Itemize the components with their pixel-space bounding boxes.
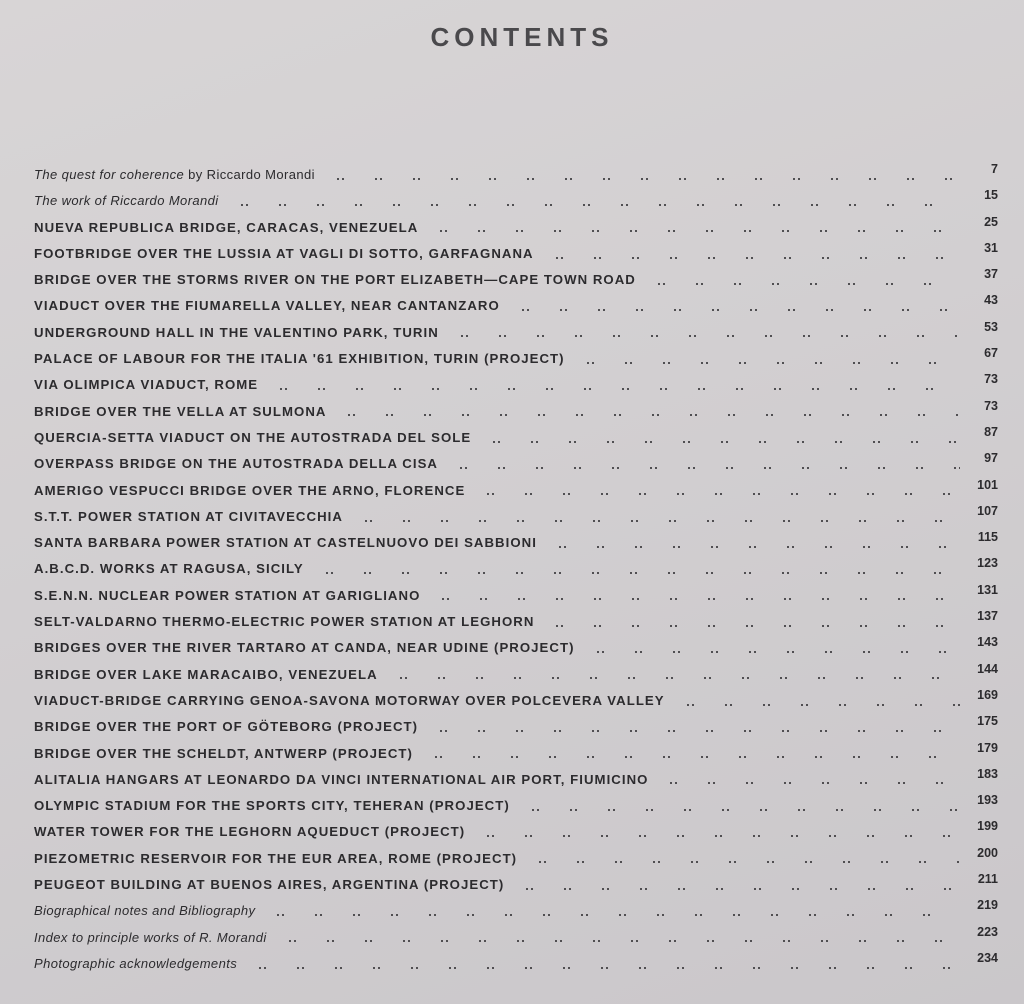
toc-entry-title-text: AMERIGO VESPUCCI BRIDGE OVER THE ARNO, FLORENCE bbox=[34, 482, 466, 498]
toc-entry-page-number: 101 bbox=[977, 477, 998, 492]
dot-leader bbox=[422, 726, 960, 736]
dot-leader bbox=[469, 831, 960, 841]
toc-entry-title bbox=[34, 346, 569, 372]
toc-entry-page-number: 73 bbox=[984, 372, 998, 387]
dot-leader bbox=[330, 410, 960, 420]
toc-entry-page-number: 137 bbox=[977, 609, 998, 624]
dot-leader bbox=[538, 621, 960, 631]
toc-entry-title-text: Biographical notes and Bibliography bbox=[34, 903, 256, 919]
toc-entry-page-number: 43 bbox=[984, 293, 998, 308]
dot-leader bbox=[652, 778, 960, 788]
toc-entry-page-number: 219 bbox=[977, 898, 998, 913]
dot-leader bbox=[271, 936, 960, 946]
dot-leader bbox=[259, 910, 960, 920]
toc-entry-title bbox=[34, 320, 443, 346]
toc-entry bbox=[0, 504, 1024, 530]
toc-entry-line bbox=[34, 478, 960, 504]
toc-entry-title-text: PIEZOMETRIC RESERVOIR FOR THE EUR AREA, ROME (PROJECT) bbox=[34, 850, 518, 866]
toc-entry-title-text: S.E.N.N. NUCLEAR POWER STATION AT GARIGLIANO bbox=[34, 587, 421, 603]
toc-entry-title bbox=[34, 662, 382, 688]
toc-entry bbox=[0, 162, 1024, 188]
dot-leader bbox=[347, 516, 960, 526]
dot-leader bbox=[504, 305, 960, 315]
toc-entry-page-number: 123 bbox=[977, 556, 998, 571]
toc-entry-title bbox=[34, 767, 652, 793]
toc-entry-title bbox=[34, 293, 504, 319]
toc-entry-title bbox=[34, 714, 422, 740]
toc-entry bbox=[0, 846, 1024, 872]
toc-entry bbox=[0, 925, 1024, 951]
toc-entry-page-number: 144 bbox=[977, 661, 998, 676]
toc-entry-title bbox=[34, 741, 417, 767]
toc-entry bbox=[0, 346, 1024, 372]
toc-entry-title-text: BRIDGES OVER THE RIVER TARTARO AT CANDA, NEAR UDINE (PROJECT) bbox=[34, 640, 575, 656]
dot-leader bbox=[569, 358, 960, 368]
toc-entry bbox=[0, 320, 1024, 346]
toc-entry-page-number: 199 bbox=[977, 819, 998, 834]
toc-entry-line bbox=[34, 320, 960, 346]
dot-leader bbox=[579, 647, 960, 657]
toc-entry-title-text: PEUGEOT BUILDING AT BUENOS AIRES, ARGENTINA (PROJECT) bbox=[34, 877, 505, 893]
toc-entry-title bbox=[34, 846, 521, 872]
toc-entry-title bbox=[34, 425, 475, 451]
toc-entry-title bbox=[34, 583, 424, 609]
toc-entry-title bbox=[34, 925, 271, 951]
dot-leader bbox=[442, 463, 960, 473]
toc-entry-line bbox=[34, 372, 960, 398]
toc-entry-title-text: SANTA BARBARA POWER STATION AT CASTELNUOVO DEI SABBIONI bbox=[34, 535, 537, 551]
toc-entry bbox=[0, 898, 1024, 924]
toc-entry bbox=[0, 793, 1024, 819]
toc-entry-title bbox=[34, 188, 223, 214]
toc-entry-page-number: 193 bbox=[977, 793, 998, 808]
dot-leader bbox=[521, 857, 960, 867]
toc-entry-line bbox=[34, 688, 960, 714]
toc-entry-line bbox=[34, 241, 960, 267]
dot-leader bbox=[514, 805, 960, 815]
toc-entry bbox=[0, 241, 1024, 267]
toc-entry-page-number: 183 bbox=[977, 766, 998, 781]
dot-leader bbox=[422, 226, 960, 236]
toc-entry-page-number: 143 bbox=[977, 635, 998, 650]
toc-entry-title bbox=[34, 556, 308, 582]
toc-entry bbox=[0, 741, 1024, 767]
toc-entry-page-number: 211 bbox=[977, 872, 998, 887]
toc-entry-line bbox=[34, 767, 960, 793]
toc-entry-title-text: The work of Riccardo Morandi bbox=[34, 193, 219, 209]
toc-entry-title-text: VIADUCT-BRIDGE CARRYING GENOA-SAVONA MOTORWAY OVER POLCEVERA VALLEY bbox=[34, 692, 665, 708]
toc-entry-page-number: 25 bbox=[984, 214, 998, 229]
toc-entry-line bbox=[34, 215, 960, 241]
toc-entry-title-text: UNDERGROUND HALL IN THE VALENTINO PARK, TURIN bbox=[34, 324, 439, 340]
toc-entry-title bbox=[34, 609, 538, 635]
toc-entry-page-number: 223 bbox=[977, 924, 998, 939]
toc-entry-line bbox=[34, 714, 960, 740]
dot-leader bbox=[319, 174, 960, 184]
toc-entry-page-number: 179 bbox=[977, 740, 998, 755]
toc-entry-title-text: Index to principle works of R. Morandi bbox=[34, 929, 267, 945]
toc-entry-page-number: 7 bbox=[991, 162, 998, 176]
toc-entry-title bbox=[34, 951, 241, 977]
toc-entry-title-text: SELT-VALDARNO THERMO-ELECTRIC POWER STATION AT LEGHORN bbox=[34, 614, 535, 630]
dot-leader bbox=[424, 594, 960, 604]
toc-entry-title bbox=[34, 241, 538, 267]
toc-entry-title-text: BRIDGE OVER LAKE MARACAIBO, VENEZUELA bbox=[34, 666, 378, 682]
toc-entry bbox=[0, 215, 1024, 241]
toc-entry-page-number: 15 bbox=[984, 188, 998, 203]
toc-entry-line bbox=[34, 346, 960, 372]
toc-entry-title-text: PALACE OF LABOUR FOR THE ITALIA '61 EXHIBITION, TURIN (PROJECT) bbox=[34, 351, 565, 367]
toc-entry bbox=[0, 267, 1024, 293]
toc-entry-line bbox=[34, 451, 960, 477]
dot-leader bbox=[223, 200, 960, 210]
toc-entry-page-number: 31 bbox=[984, 240, 998, 255]
dot-leader bbox=[443, 331, 960, 341]
toc-entry-title-text: BRIDGE OVER THE VELLA AT SULMONA bbox=[34, 403, 327, 419]
toc-entry-line bbox=[34, 293, 960, 319]
toc-entry-title bbox=[34, 267, 640, 293]
toc-entry bbox=[0, 188, 1024, 214]
toc-entry bbox=[0, 767, 1024, 793]
table-of-contents bbox=[0, 162, 1024, 977]
toc-entry bbox=[0, 583, 1024, 609]
toc-entry-line bbox=[34, 872, 960, 898]
toc-entry-title bbox=[34, 530, 541, 556]
toc-entry-line bbox=[34, 583, 960, 609]
toc-entry-line bbox=[34, 951, 960, 977]
dot-leader bbox=[541, 542, 960, 552]
toc-entry-title bbox=[34, 635, 579, 661]
toc-entry-line bbox=[34, 819, 960, 845]
toc-entry-page-number: 200 bbox=[977, 845, 998, 860]
toc-entry-title bbox=[34, 688, 669, 714]
toc-entry-line bbox=[34, 267, 960, 293]
toc-entry-line bbox=[34, 925, 960, 951]
dot-leader bbox=[508, 884, 960, 894]
toc-entry bbox=[0, 451, 1024, 477]
toc-entry-title-text: The quest for coherence bbox=[34, 167, 185, 182]
toc-entry-title bbox=[34, 451, 442, 477]
toc-entry-page-number: 37 bbox=[984, 267, 998, 282]
toc-entry-page-number: 175 bbox=[977, 714, 998, 729]
dot-leader bbox=[640, 279, 960, 289]
toc-entry-title bbox=[34, 793, 514, 819]
toc-entry bbox=[0, 425, 1024, 451]
toc-entry-line bbox=[34, 504, 960, 530]
toc-entry-line bbox=[34, 662, 960, 688]
toc-entry-page-number: 53 bbox=[984, 319, 998, 334]
dot-leader bbox=[469, 489, 960, 499]
toc-entry-page-number: 234 bbox=[977, 950, 998, 965]
toc-entry bbox=[0, 372, 1024, 398]
toc-entry-title bbox=[34, 399, 330, 425]
toc-entry-title-text: QUERCIA-SETTA VIADUCT ON THE AUTOSTRADA DEL SOLE bbox=[34, 429, 472, 445]
toc-entry-title bbox=[34, 372, 262, 398]
toc-entry-title-text: VIA OLIMPICA VIADUCT, ROME bbox=[34, 377, 259, 393]
dot-leader bbox=[382, 673, 960, 683]
toc-entry bbox=[0, 714, 1024, 740]
toc-entry-title-text: NUEVA REPUBLICA BRIDGE, CARACAS, VENEZUELA bbox=[34, 219, 419, 235]
toc-entry-line bbox=[34, 741, 960, 767]
toc-entry-title bbox=[34, 162, 319, 188]
toc-entry-title-text: BRIDGE OVER THE SCHELDT, ANTWERP (PROJECT) bbox=[34, 745, 413, 761]
dot-leader bbox=[241, 963, 960, 973]
toc-entry-title-text: BRIDGE OVER THE PORT OF GÖTEBORG (PROJECT) bbox=[34, 719, 419, 735]
dot-leader bbox=[669, 700, 960, 710]
toc-entry-line bbox=[34, 188, 960, 214]
toc-entry bbox=[0, 556, 1024, 582]
toc-entry-title-text: BRIDGE OVER THE STORMS RIVER ON THE PORT ELIZABETH—CAPE TOWN ROAD bbox=[34, 272, 636, 288]
toc-entry-title bbox=[34, 872, 508, 898]
toc-entry-line bbox=[34, 846, 960, 872]
toc-entry bbox=[0, 635, 1024, 661]
toc-entry-page-number: 97 bbox=[984, 451, 998, 466]
toc-entry-title-text: S.T.T. POWER STATION AT CIVITAVECCHIA bbox=[34, 508, 343, 524]
toc-entry-title-text: FOOTBRIDGE OVER THE LUSSIA AT VAGLI DI SOTTO, GARFAGNANA bbox=[34, 245, 534, 261]
toc-entry-page-number: 131 bbox=[977, 582, 998, 597]
toc-entry bbox=[0, 478, 1024, 504]
toc-entry-line bbox=[34, 898, 960, 924]
toc-entry-page-number: 67 bbox=[984, 346, 998, 361]
toc-entry-page-number: 169 bbox=[977, 687, 998, 702]
toc-entry-author: by Riccardo Morandi bbox=[184, 167, 315, 182]
toc-entry bbox=[0, 872, 1024, 898]
toc-entry-page-number: 73 bbox=[984, 398, 998, 413]
toc-entry bbox=[0, 530, 1024, 556]
toc-entry-line bbox=[34, 556, 960, 582]
toc-entry-line bbox=[34, 530, 960, 556]
toc-entry-line bbox=[34, 635, 960, 661]
toc-entry-line bbox=[34, 793, 960, 819]
toc-entry bbox=[0, 609, 1024, 635]
toc-entry-line bbox=[34, 162, 960, 188]
toc-entry-title bbox=[34, 215, 422, 241]
toc-entry-line bbox=[34, 609, 960, 635]
toc-entry bbox=[0, 688, 1024, 714]
dot-leader bbox=[417, 752, 960, 762]
toc-entry-page-number: 107 bbox=[977, 503, 998, 518]
dot-leader bbox=[262, 384, 960, 394]
toc-entry-page-number: 115 bbox=[977, 530, 998, 545]
page-title: CONTENTS bbox=[430, 22, 614, 52]
dot-leader bbox=[475, 437, 960, 447]
toc-entry-title bbox=[34, 819, 469, 845]
toc-entry-line bbox=[34, 425, 960, 451]
toc-entry-page-number: 87 bbox=[984, 424, 998, 439]
toc-entry-title-text: ALITALIA HANGARS AT LEONARDO DA VINCI INTERNATIONAL AIR PORT, FIUMICINO bbox=[34, 771, 649, 787]
toc-entry-title-text: Photographic acknowledgements bbox=[34, 955, 238, 971]
toc-entry-title bbox=[34, 504, 347, 530]
toc-entry-title-text: OLYMPIC STADIUM FOR THE SPORTS CITY, TEHERAN (PROJECT) bbox=[34, 798, 510, 814]
toc-entry-title-text: A.B.C.D. WORKS AT RAGUSA, SICILY bbox=[34, 561, 304, 577]
toc-entry bbox=[0, 399, 1024, 425]
toc-entry-title bbox=[34, 898, 259, 924]
toc-entry bbox=[0, 662, 1024, 688]
toc-entry bbox=[0, 819, 1024, 845]
toc-entry bbox=[0, 951, 1024, 977]
toc-entry-line bbox=[34, 399, 960, 425]
toc-entry-title bbox=[34, 478, 469, 504]
dot-leader bbox=[538, 253, 960, 263]
dot-leader bbox=[308, 568, 960, 578]
toc-entry-title-text: OVERPASS BRIDGE ON THE AUTOSTRADA DELLA CISA bbox=[34, 456, 438, 472]
toc-entry bbox=[0, 293, 1024, 319]
toc-entry-title-text: WATER TOWER FOR THE LEGHORN AQUEDUCT (PROJECT) bbox=[34, 824, 466, 840]
toc-entry-title-text: VIADUCT OVER THE FIUMARELLA VALLEY, NEAR CANTANZARO bbox=[34, 298, 500, 314]
